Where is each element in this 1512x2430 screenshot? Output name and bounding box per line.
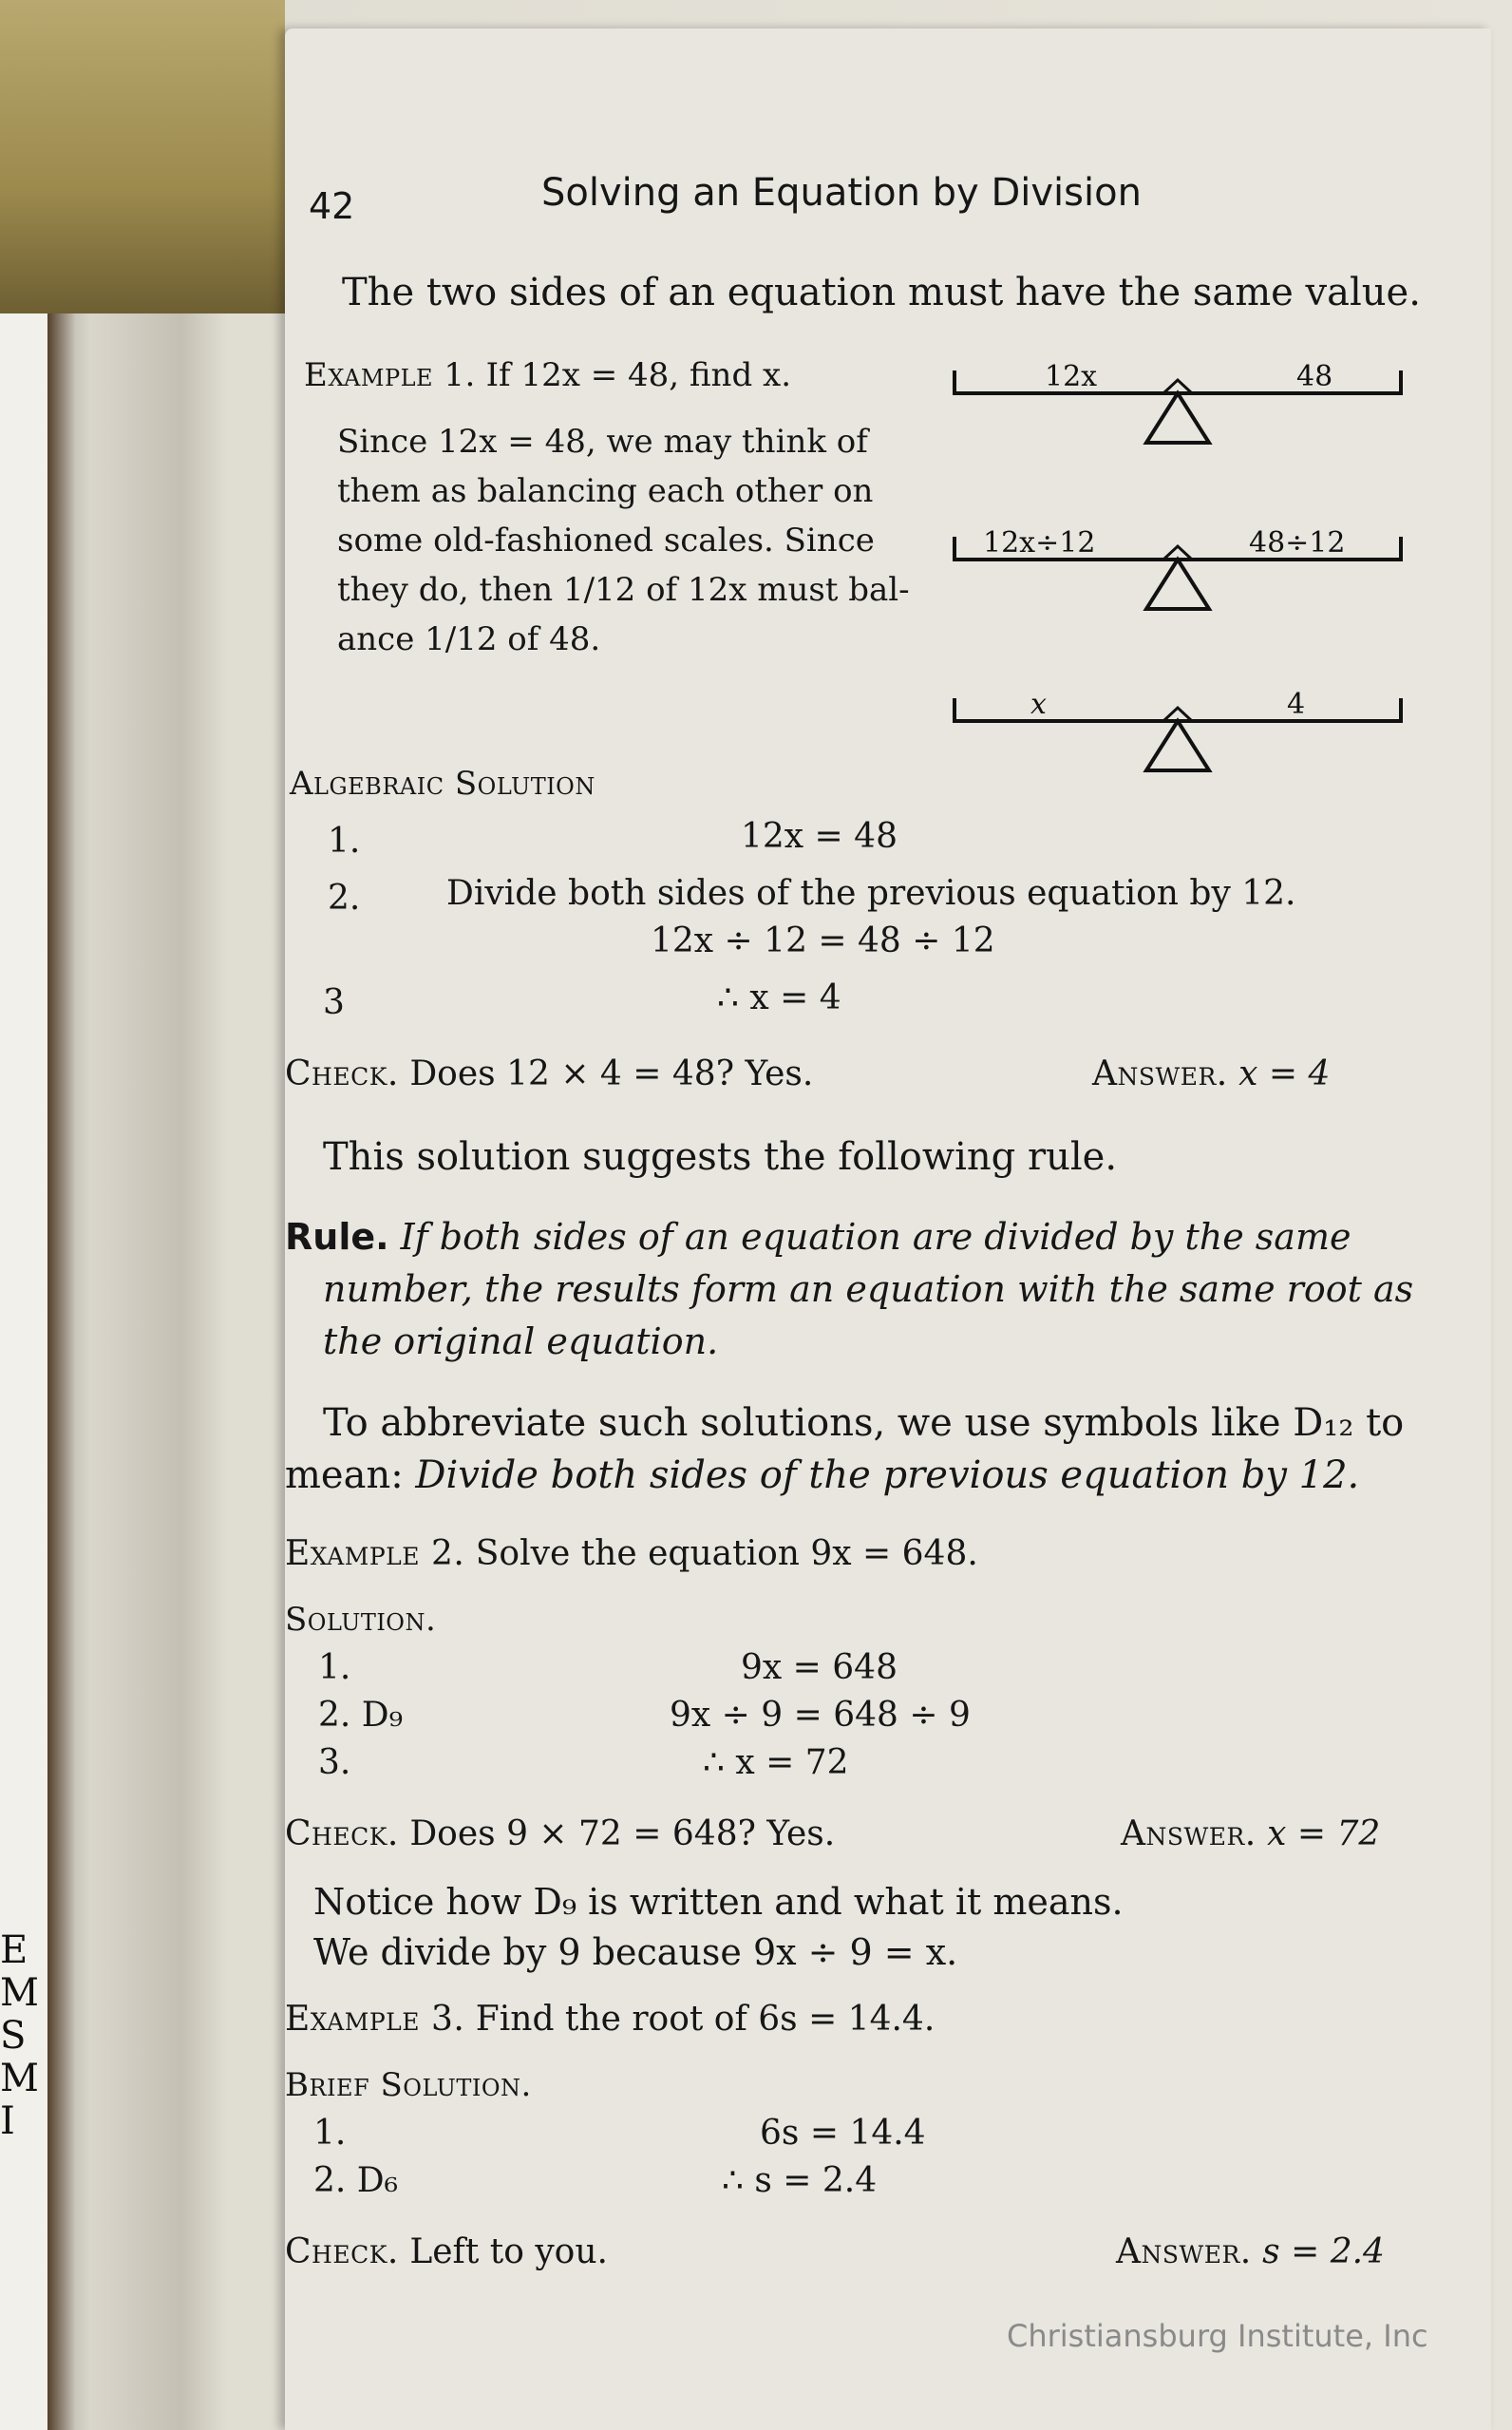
abbrev-italic: Divide both sides of the previous equation by 12. [415, 1453, 1360, 1497]
abbrev-plain: mean: [285, 1453, 404, 1497]
abbrev-line-2 [285, 1453, 1359, 1497]
example1-answer [1092, 1054, 1330, 1093]
scale-right-label: 4 [1287, 688, 1306, 721]
example3-answer [1116, 2232, 1385, 2271]
scale-left-label: x [1030, 688, 1047, 721]
book-page [285, 28, 1491, 2430]
example1-explanation-line: some old-fashioned scales. Since [337, 522, 875, 560]
example1-explanation-line: ance 1/12 of 48. [337, 620, 601, 658]
check-text: Does 9 × 72 = 648? Yes. [409, 1814, 836, 1853]
example3-check [285, 2232, 608, 2271]
answer-label: Answer. [1092, 1054, 1228, 1093]
balance-scale-1 [945, 351, 1410, 450]
step-number: 2. [328, 879, 361, 918]
rule-line-2: number, the results form an equation with the same root as [323, 1268, 1414, 1310]
example2-note-1: Notice how D₉ is written and what it means. [313, 1881, 1124, 1923]
example2-check [285, 1814, 835, 1853]
scale-left-label: 12x÷12 [983, 526, 1096, 560]
left-fragment: M [0, 2057, 39, 2100]
rule-intro: This solution suggests the following rule. [323, 1135, 1118, 1179]
example3-prompt: Find the root of 6s = 14.4. [475, 2000, 936, 2039]
answer-label: Answer. [1116, 2232, 1252, 2271]
left-fragment: M [0, 1971, 39, 2015]
check-label: Check. [285, 1054, 399, 1093]
check-label: Check. [285, 2232, 399, 2271]
example3-statement [285, 2000, 935, 2039]
step-number: 1. [328, 822, 361, 861]
example1-heading: Example 1. [304, 356, 476, 394]
example3-heading: Example 3. [285, 2000, 465, 2039]
book-spine [0, 0, 285, 313]
step-equation: 9x = 648 [741, 1648, 898, 1687]
example1-explanation-line: they do, then 1/12 of 12x must bal- [337, 571, 910, 609]
step-number: 1. [313, 2114, 347, 2153]
example2-note-2: We divide by 9 because 9x ÷ 9 = x. [313, 1931, 958, 1973]
scale-left-label: 12x [1045, 360, 1098, 393]
rule-label: Rule. [285, 1216, 389, 1258]
answer-text: s = 2.4 [1262, 2232, 1385, 2271]
balance-scale-3 [945, 679, 1410, 778]
example1-prompt: If 12x = 48, find x. [485, 356, 791, 394]
example1-explanation-line: Since 12x = 48, we may think of [337, 423, 868, 461]
step-equation: 6s = 14.4 [760, 2114, 926, 2153]
step-number: 2. D₆ [313, 2161, 399, 2200]
answer-text: x = 4 [1238, 1054, 1331, 1093]
example1-statement [304, 356, 791, 394]
step-number: 3 [323, 983, 345, 1022]
rule-line-1 [285, 1216, 1351, 1258]
example2-answer [1121, 1814, 1380, 1853]
left-page-edge [0, 313, 47, 2430]
example2-heading: Example 2. [285, 1534, 465, 1573]
example1-check [285, 1054, 813, 1093]
answer-label: Answer. [1121, 1814, 1257, 1853]
example1-explanation-line: them as balancing each other on [337, 472, 874, 510]
intro-text: The two sides of an equation must have the same value. [342, 271, 1421, 314]
left-fragment: I [0, 2099, 15, 2143]
step-equation: ∴ s = 2.4 [722, 2161, 878, 2200]
abbrev-line-1: To abbreviate such solutions, we use symbols like D₁₂ to [323, 1401, 1405, 1445]
left-fragment: S [0, 2014, 27, 2058]
step-equation: ∴ x = 4 [717, 978, 841, 1017]
check-label: Check. [285, 1814, 399, 1853]
step-number: 2. D₉ [318, 1696, 404, 1735]
balance-scale-icon [945, 351, 1410, 446]
example2-solution-heading: Solution. [285, 1601, 437, 1639]
rule-line-3: the original equation. [323, 1320, 719, 1362]
balance-scale-2 [945, 518, 1410, 617]
example3-solution-heading: Brief Solution. [285, 2066, 532, 2104]
example1-solution-heading: Algebraic Solution [290, 765, 595, 803]
step-number: 1. [318, 1648, 351, 1687]
example2-prompt: Solve the equation 9x = 648. [475, 1534, 978, 1573]
balance-scale-icon [945, 518, 1410, 613]
step-equation: 12x = 48 [741, 817, 898, 856]
check-text: Does 12 × 4 = 48? Yes. [409, 1054, 814, 1093]
check-text: Left to you. [409, 2232, 608, 2271]
scale-right-label: 48 [1296, 360, 1333, 393]
watermark: Christiansburg Institute, Inc [1007, 2318, 1428, 2354]
scale-right-label: 48÷12 [1249, 526, 1346, 560]
step-equation: 9x ÷ 9 = 648 ÷ 9 [670, 1696, 971, 1735]
answer-text: x = 72 [1267, 1814, 1381, 1853]
step-instruction: Divide both sides of the previous equation by 12. [446, 874, 1296, 913]
example2-statement [285, 1534, 978, 1573]
step-equation: 12x ÷ 12 = 48 ÷ 12 [651, 921, 995, 960]
balance-scale-icon [945, 679, 1410, 774]
left-fragment: E [0, 1928, 28, 1972]
step-number: 3. [318, 1743, 351, 1782]
rule-text: If both sides of an equation are divided by the same [400, 1216, 1351, 1258]
page-title: Solving an Equation by Division [541, 171, 1142, 215]
step-equation: ∴ x = 72 [703, 1743, 849, 1782]
page-number: 42 [309, 185, 355, 227]
